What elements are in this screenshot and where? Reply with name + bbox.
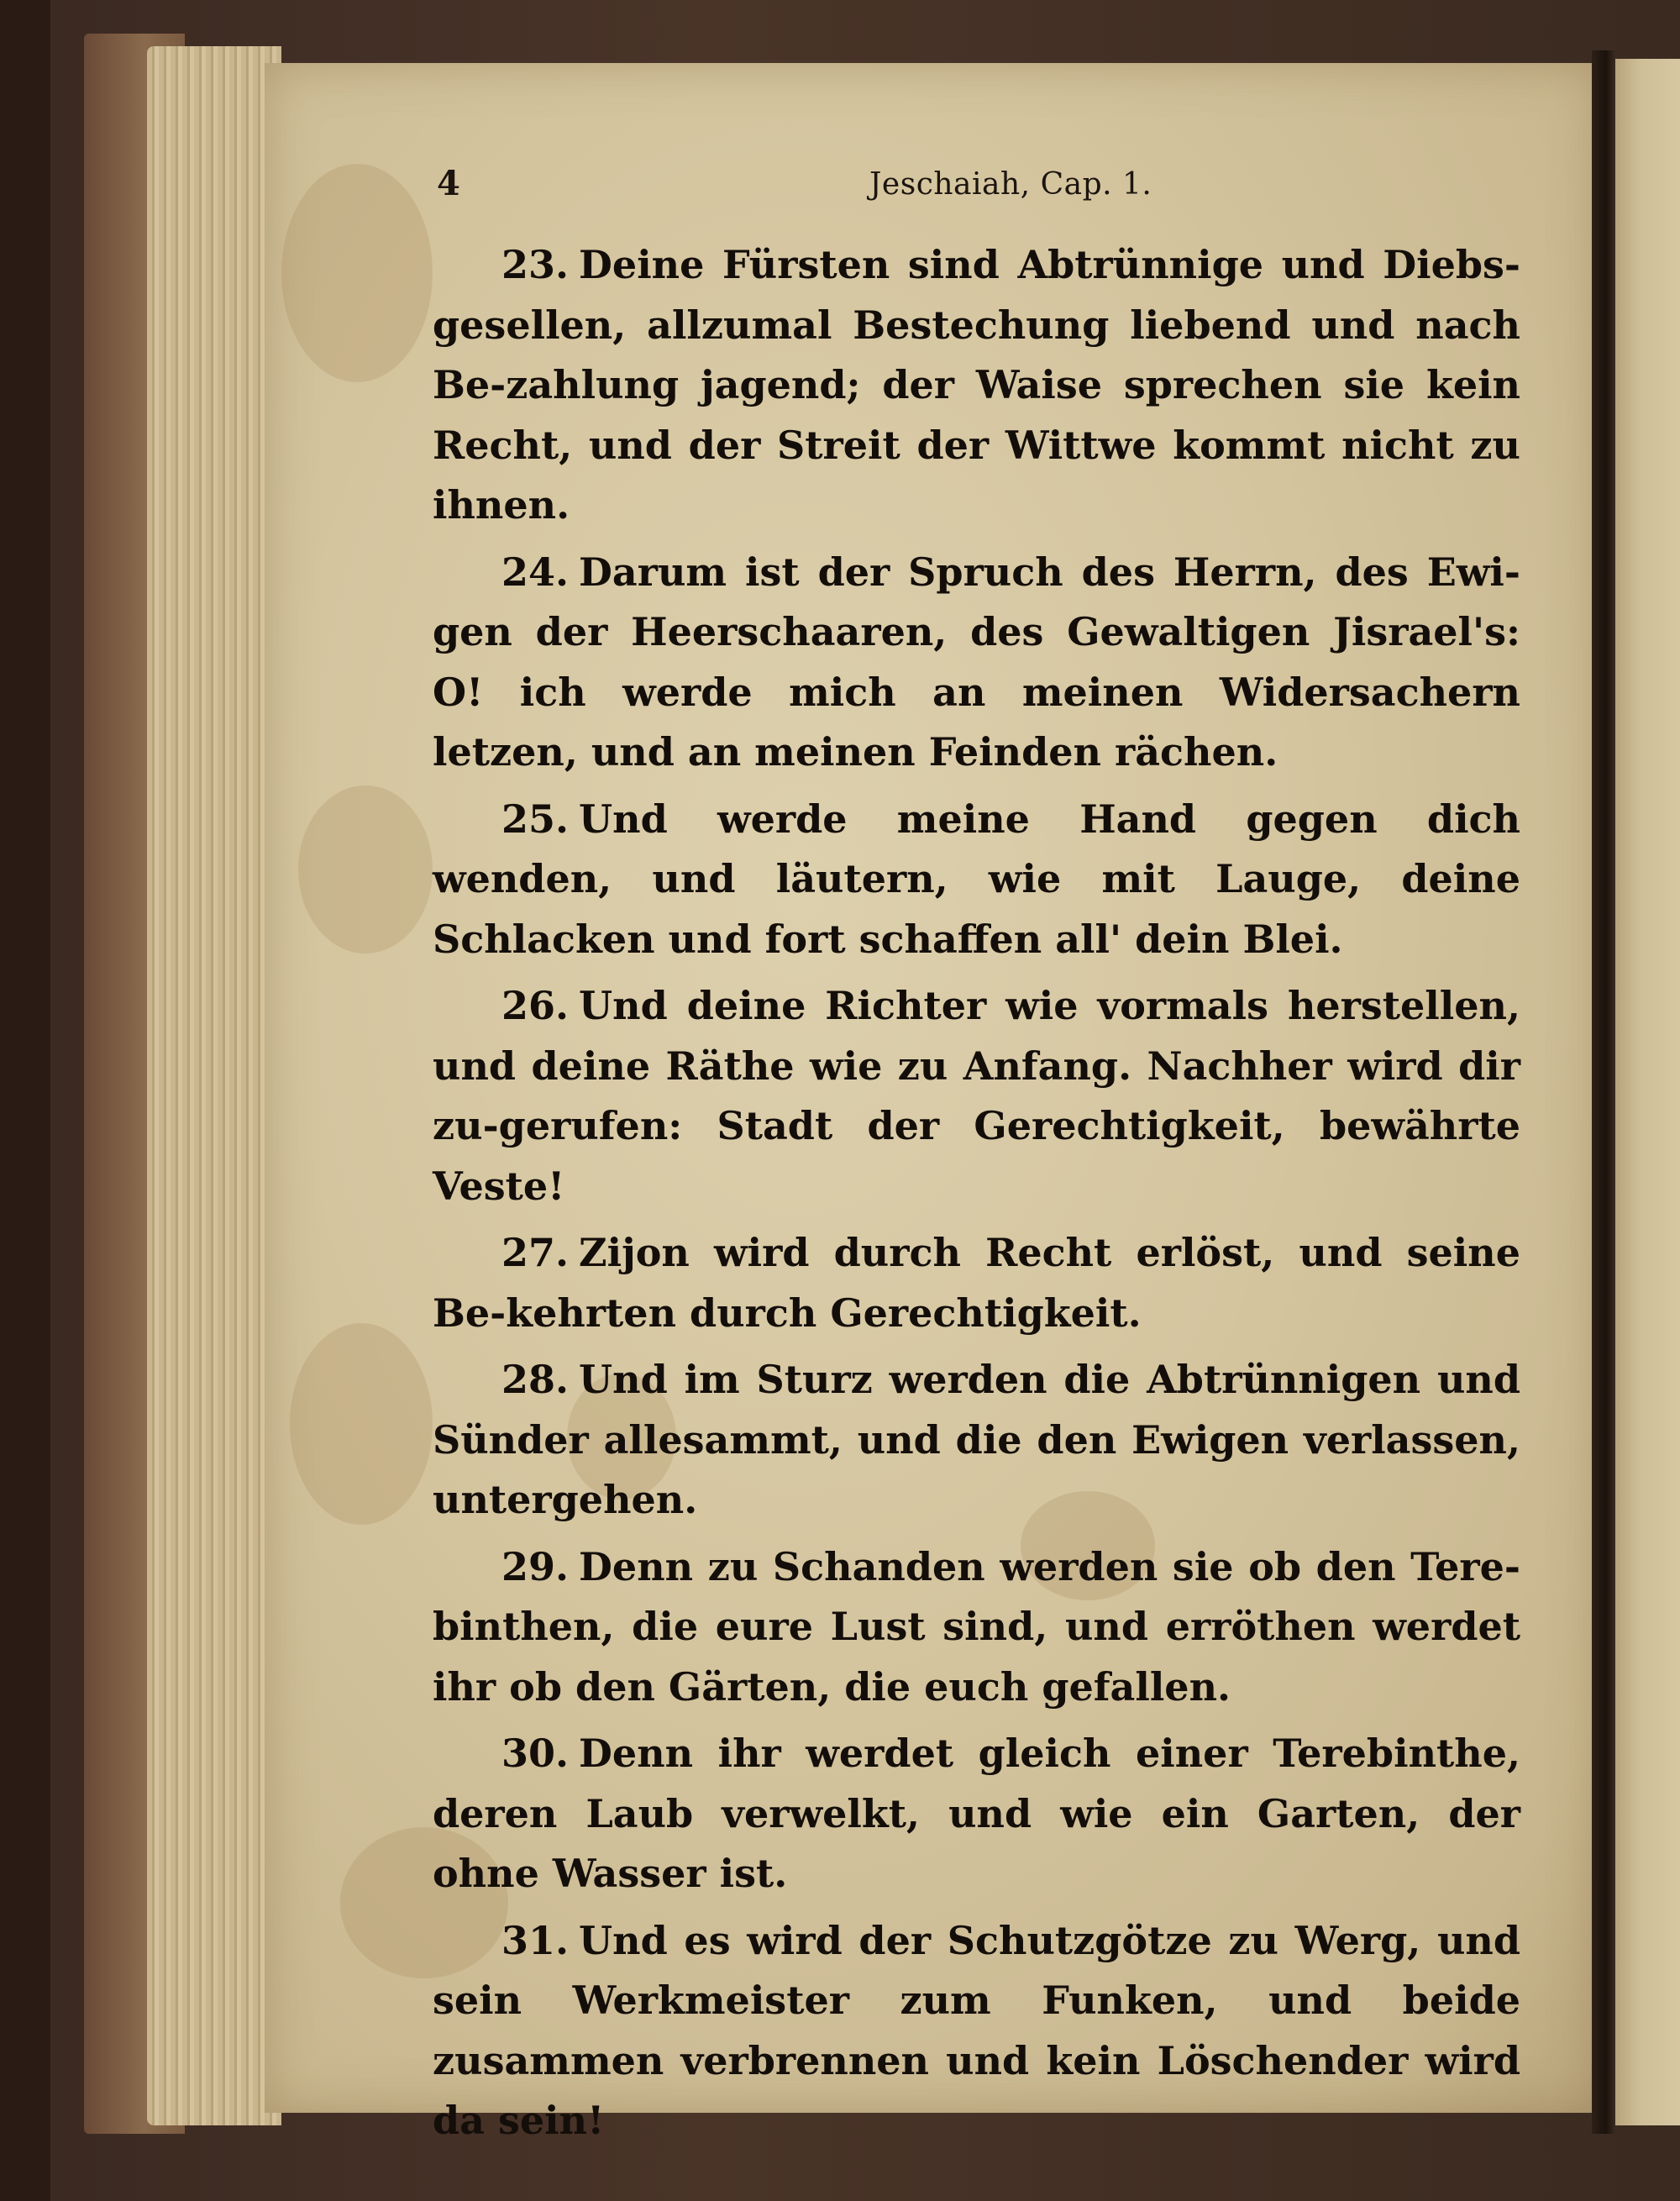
page-stack-edges bbox=[147, 46, 281, 2125]
verse-25 bbox=[433, 790, 1520, 970]
verse-number: 23. bbox=[501, 242, 570, 287]
verse-text: Und werde meine Hand gegen dich wenden, und läutern, wie mit Lauge, deine Schlacken und fort schaffen all' dein Blei. bbox=[433, 796, 1520, 962]
verse-30 bbox=[433, 1724, 1520, 1904]
verse-text: Darum ist der Spruch des Herrn, des Ewi-gen der Heerschaaren, des Gewaltigen Jisrael's: O! ich werde mich an meinen Widersachern letzen, und an meinen Feinden rächen. bbox=[433, 549, 1520, 775]
verse-number: 28. bbox=[501, 1357, 570, 1402]
verse-23 bbox=[433, 235, 1520, 536]
verse-text: Und es wird der Schutzgötze zu Werg, und sein Werkmeister zum Funken, und beide zusammen verbrennen und kein Löschender wird da sein! bbox=[433, 1917, 1520, 2143]
verse-24 bbox=[433, 543, 1520, 783]
verse-28 bbox=[433, 1350, 1520, 1531]
facing-page-edge bbox=[1615, 59, 1680, 2125]
verse-number: 30. bbox=[501, 1731, 570, 1776]
verse-number: 26. bbox=[501, 983, 570, 1028]
verse-text: Deine Fürsten sind Abtrünnige und Diebs-gesellen, allzumal Bestechung liebend und nach Be-zahlung jagend; der Waise sprechen sie kein Recht, und der Streit der Wittwe kommt nicht zu ihnen. bbox=[433, 242, 1520, 528]
verse-number: 27. bbox=[501, 1230, 570, 1275]
page-header bbox=[437, 164, 1520, 214]
verse-text-block bbox=[433, 235, 1520, 2158]
running-head: Jeschaiah, Cap. 1. bbox=[869, 167, 1152, 202]
age-stain bbox=[281, 164, 433, 382]
verse-29 bbox=[433, 1537, 1520, 1718]
verse-text: Denn zu Schanden werden sie ob den Tere-binthen, die eure Lust sind, und erröthen werdet ihr ob den Gärten, die euch gefallen. bbox=[433, 1543, 1520, 1710]
verse-31 bbox=[433, 1911, 1520, 2151]
verse-26 bbox=[433, 976, 1520, 1216]
book-gutter bbox=[1592, 50, 1615, 2134]
verse-number: 31. bbox=[501, 1917, 570, 1963]
verse-27 bbox=[433, 1223, 1520, 1343]
verse-text: Und deine Richter wie vormals herstellen, und deine Räthe wie zu Anfang. Nachher wird dir zu-gerufen: Stadt der Gerechtigkeit, bewährte Veste! bbox=[433, 983, 1520, 1209]
verse-text: Und im Sturz werden die Abtrünnigen und Sünder allesammt, und die den Ewigen verlassen, untergehen. bbox=[433, 1357, 1520, 1522]
verse-number: 29. bbox=[501, 1543, 570, 1589]
verse-number: 24. bbox=[501, 549, 570, 595]
verse-text: Denn ihr werdet gleich einer Terebinthe, deren Laub verwelkt, und wie ein Garten, der ohne Wasser ist. bbox=[433, 1731, 1520, 1896]
page-number: 4 bbox=[437, 164, 460, 203]
verse-number: 25. bbox=[501, 796, 570, 842]
age-stain bbox=[290, 1323, 433, 1525]
verse-text: Zijon wird durch Recht erlöst, und seine Be-kehrten durch Gerechtigkeit. bbox=[433, 1230, 1520, 1336]
age-stain bbox=[298, 785, 433, 953]
